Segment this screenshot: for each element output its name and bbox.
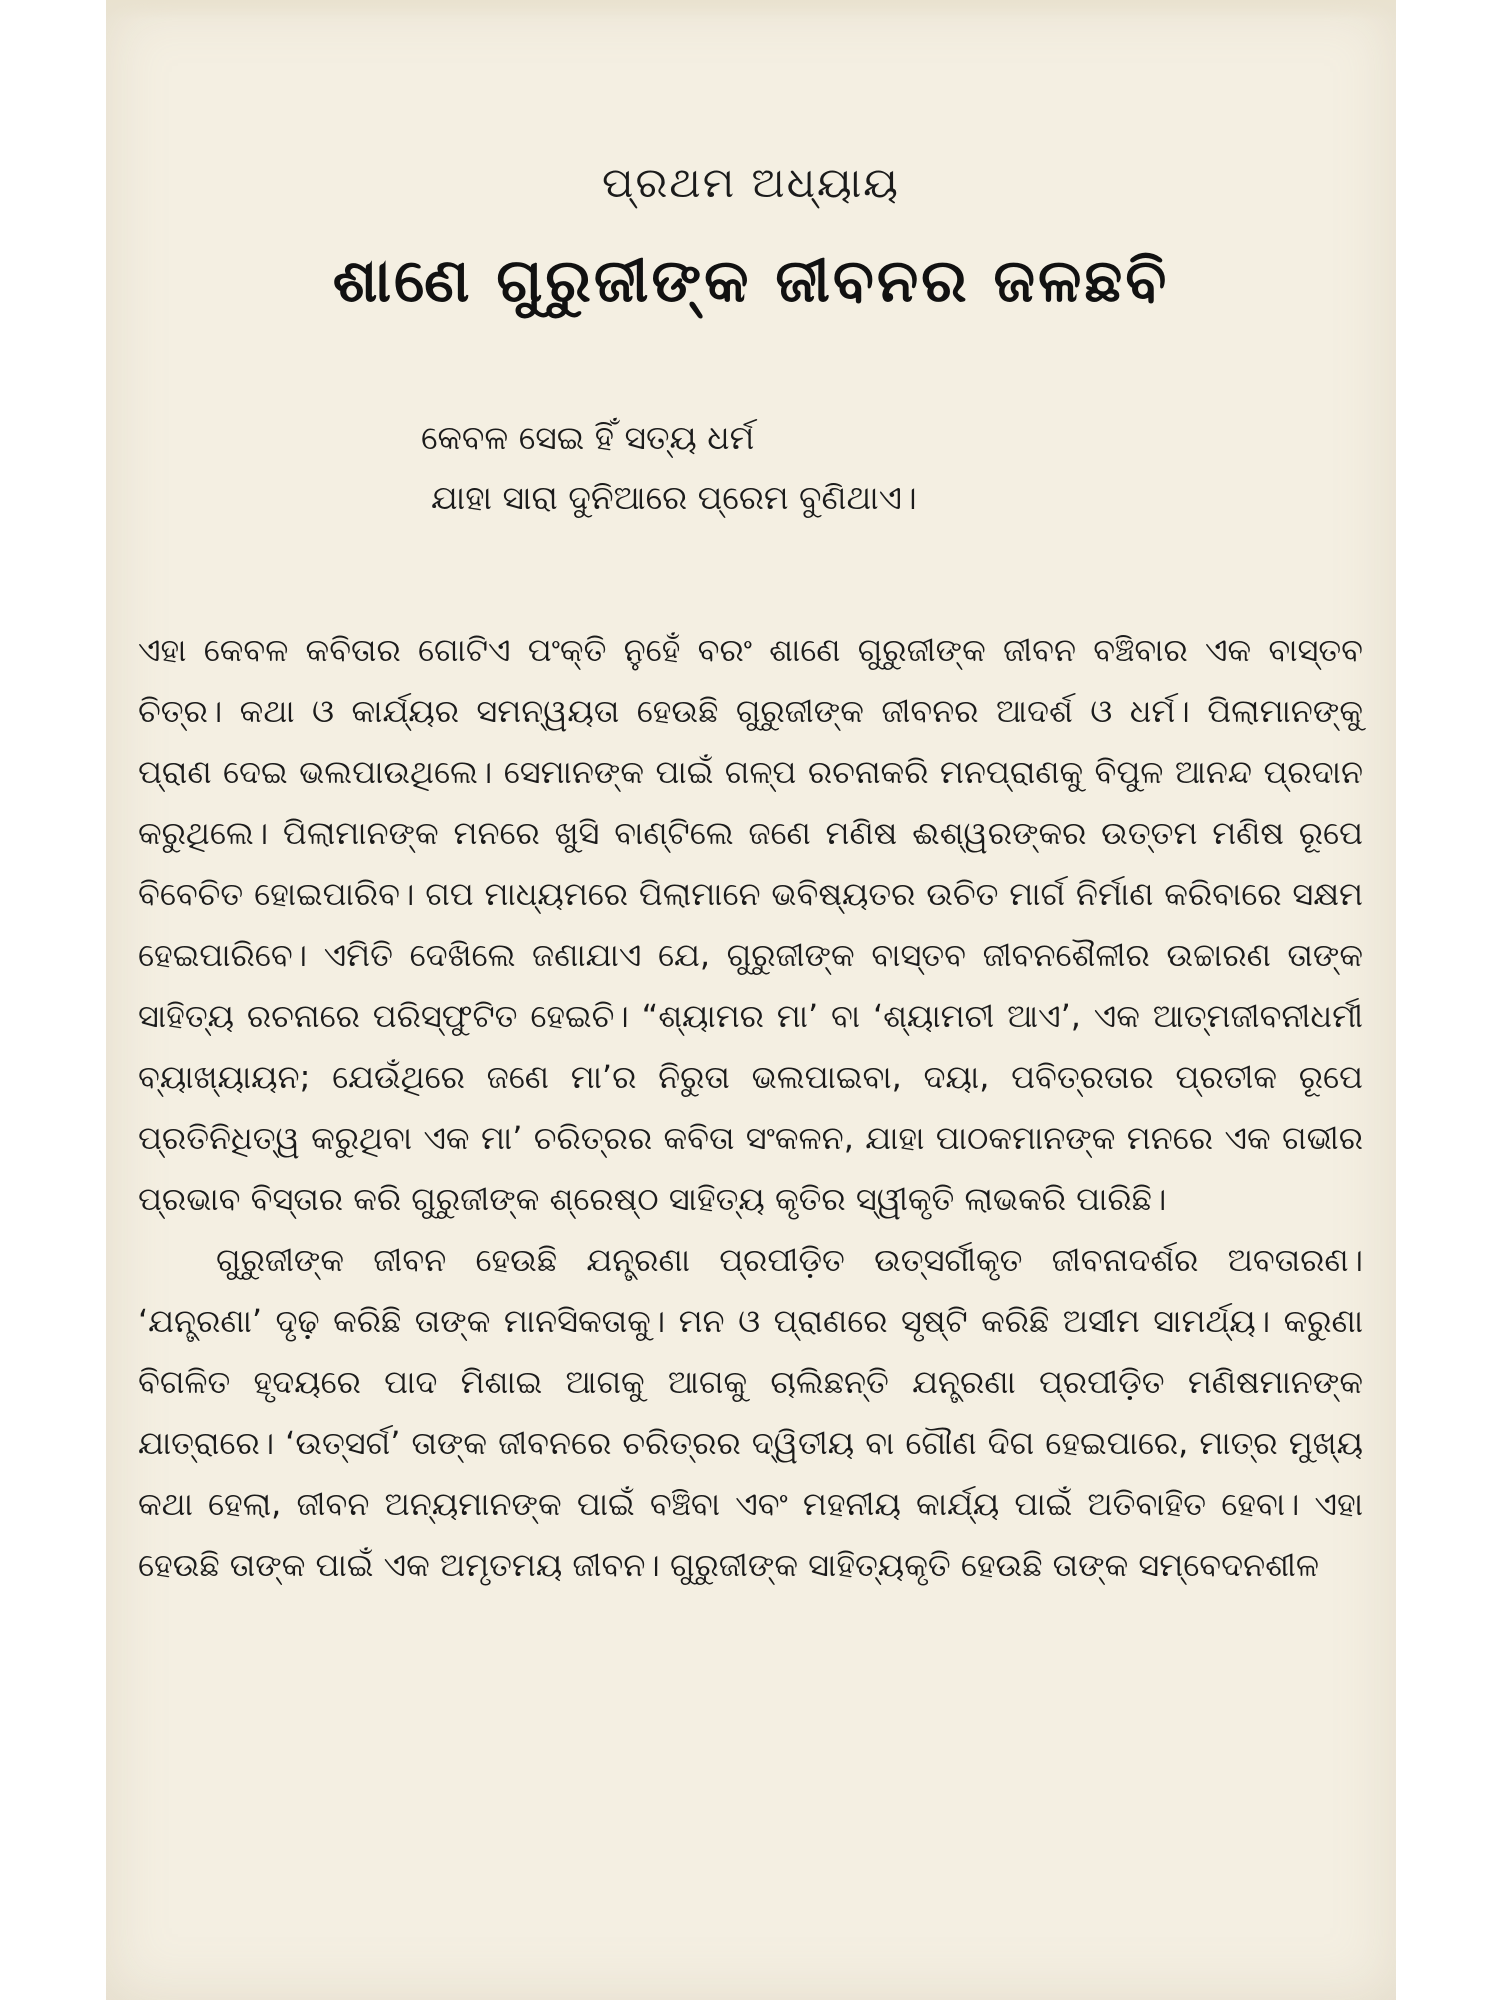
paragraph-2: ଗୁରୁଜୀଙ୍କ ଜୀବନ ହେଉଛି ଯନ୍ତ୍ରଣା ପ୍ରପୀଡ଼ିତ ଉତ୍ସର୍ଗୀକୃତ ଜୀବନାଦର୍ଶର ଅବତାରଣ। ‘ଯନ୍ତ୍ରଣା’ ଦୃଢ଼ କରିଛି ତାଙ୍କ ମାନସିକତାକୁ। ମନ ଓ ପ୍ରାଣରେ ସୃଷ୍ଟି କରିଛି ଅସୀମ ସାମର୍ଥ୍ୟ। କରୁଣା ବିଗଳିତ ହୃଦୟରେ ପାଦ ମିଶାଇ ଆଗକୁ ଆଗକୁ ଚାଲିଛନ୍ତି ଯନ୍ତ୍ରଣା ପ୍ରପୀଡ଼ିତ ମଣିଷମାନଙ୍କ ଯାତ୍ରାରେ। ‘ଉତ୍ସର୍ଗ’ ତାଙ୍କ ଜୀବନରେ ଚରିତ୍ରର ଦ୍ୱିତୀୟ ବା ଗୌଣ ଦିଗ ହେଇପାରେ, ମାତ୍ର ମୁଖ୍ୟ କଥା ହେଲା, ଜୀବନ ଅନ୍ୟମାନଙ୍କ ପାଇଁ ବଞ୍ଚିବା ଏବଂ ମହନୀୟ କାର୍ଯ୍ୟ ପାଇଁ ଅତିବାହିତ ହେବା। ଏହା ହେଉଛି ତାଙ୍କ ପାଇଁ ଏକ ଅମୃତମୟ ଜୀବନ। ଗୁରୁଜୀଙ୍କ ସାହିତ୍ୟକୃତି ହେଉଛି ତାଙ୍କ ସମ୍ବେଦନଶୀଳ xyxy=(138,1241,1363,1584)
chapter-label: ପ୍ରଥମ ଅଧ୍ୟାୟ xyxy=(602,158,900,207)
epigraph-line-1: କେବଳ ସେଇ ହିଁ ସତ୍ୟ ଧର୍ମ xyxy=(421,418,755,457)
chapter-title: ଶାଣେ ଗୁରୁଜୀଙ୍କ ଜୀବନର ଜଳଛବି xyxy=(332,246,1170,316)
paragraph-1: ଏହା କେବଳ କବିତାର ଗୋଟିଏ ପଂକ୍ତି ନୁହେଁ ବରଂ ଶାଣେ ଗୁରୁଜୀଙ୍କ ଜୀବନ ବଞ୍ଚିବାର ଏକ ବାସ୍ତବ ଚିତ୍ର। କଥା ଓ କାର୍ଯ୍ୟର ସମନ୍ୱୟତା ହେଉଛି ଗୁରୁଜୀଙ୍କ ଜୀବନର ଆଦର୍ଶ ଓ ଧର୍ମ। ପିଲାମାନଙ୍କୁ ପ୍ରାଣ ଦେଇ ଭଲପାଉଥିଲେ। ସେମାନଙ୍କ ପାଇଁ ଗଳ୍ପ ରଚନାକରି ମନପ୍ରାଣକୁ ବିପୁଳ ଆନନ୍ଦ ପ୍ରଦାନ କରୁଥିଲେ। ପିଲାମାନଙ୍କ ମନରେ ଖୁସି ବାଣ୍ଟିଲେ ଜଣେ ମଣିଷ ଈଶ୍ୱରଙ୍କର ଉତ୍ତମ ମଣିଷ ରୂପେ ବିବେଚିତ ହୋଇପାରିବ। ଗପ ମାଧ୍ୟମରେ ପିଲାମାନେ ଭବିଷ୍ୟତର ଉଚିତ ମାର୍ଗ ନିର୍ମାଣ କରିବାରେ ସକ୍ଷମ ହେଇପାରିବେ। ଏମିତି ଦେଖିଲେ ଜଣାଯାଏ ଯେ, ଗୁରୁଜୀଙ୍କ ବାସ୍ତବ ଜୀବନଶୈଳୀର ଉଚ୍ଚାରଣ ତାଙ୍କ ସାହିତ୍ୟ ରଚନାରେ ପରିସ୍ଫୁଟିତ ହେଇଚି। “ଶ୍ୟାମର ମା’ ବା ‘ଶ୍ୟାମଚୀ ଆଏ’, ଏକ ଆତ୍ମଜୀବନୀଧର୍ମୀ ବ୍ୟାଖ୍ୟାୟନ; ଯେଉଁଥିରେ ଜଣେ ମା’ର ନିରୁତା ଭଲପାଇବା, ଦୟା, ପବିତ୍ରତାର ପ୍ରତୀକ ରୂପେ ପ୍ରତିନିଧିତ୍ୱ କରୁଥିବା ଏକ ମା’ ଚରିତ୍ରର କବିତା ସଂକଳନ, ଯାହା ପାଠକମାନଙ୍କ ମନରେ ଏକ ଗଭୀର ପ୍ରଭାବ ବିସ୍ତାର କରି ଗୁରୁଜୀଙ୍କ ଶ୍ରେଷ୍ଠ ସାହିତ୍ୟ କୃତିର ସ୍ୱୀକୃତି ଲାଭକରି ପାରିଛି। xyxy=(138,631,1363,1218)
epigraph-line-2: ଯାହା ସାରା ଦୁନିଆରେ ପ୍ରେମ ବୁଣିଥାଏ। xyxy=(431,478,917,517)
book-page xyxy=(106,0,1396,2000)
body-text xyxy=(138,620,1363,1596)
